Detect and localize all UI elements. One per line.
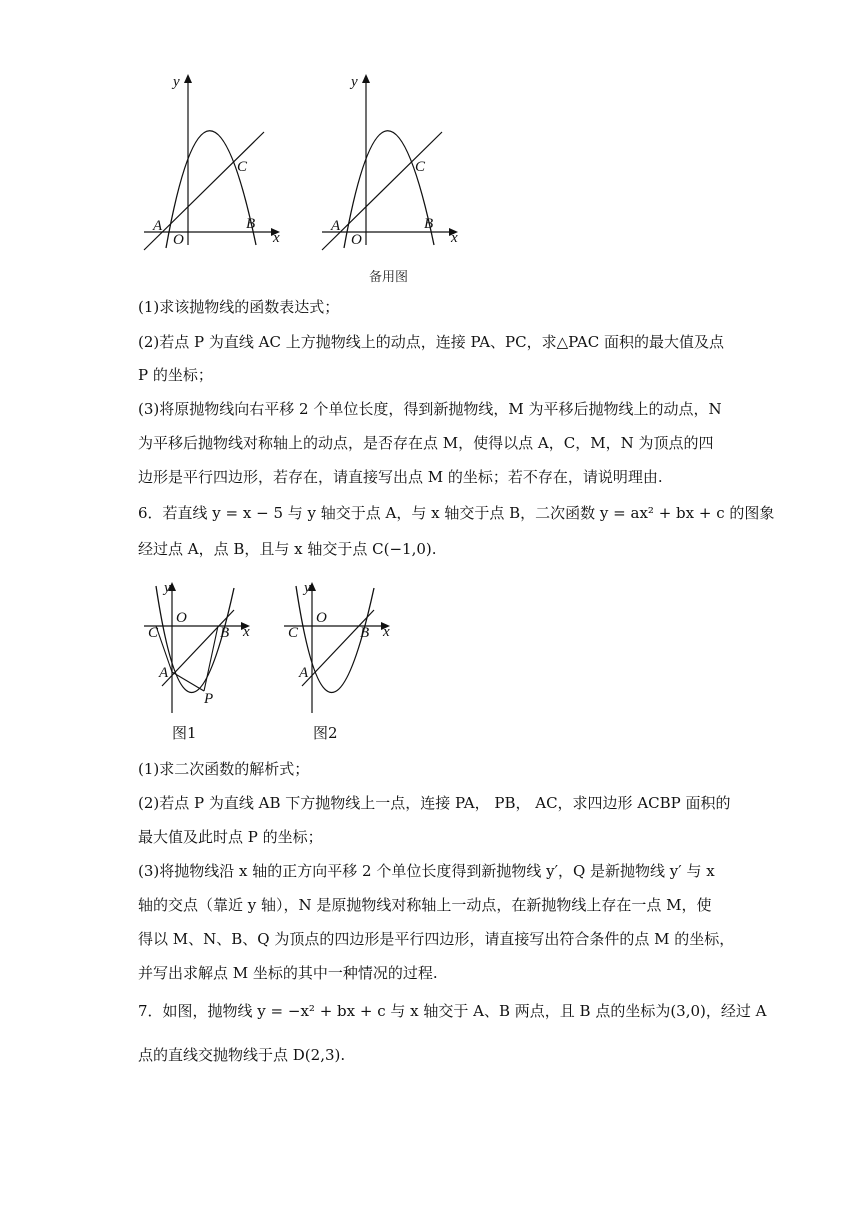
point-c-label: C [415, 159, 426, 175]
point-b-label: B [220, 625, 230, 641]
point-c-label: C [148, 625, 159, 641]
q5-part2-line1: (2)若点 P 为直线 AC 上方抛物线上的动点，连接 PA、PC，求△PAC 面积的最大值及点 [138, 333, 724, 351]
figure1-caption: 图1 [172, 724, 197, 742]
y-axis-label: y [304, 580, 311, 596]
point-b-label: B [424, 216, 434, 232]
top-figure-1 [140, 70, 290, 250]
top-figure-2 [318, 70, 468, 250]
y-axis-label: y [173, 74, 180, 90]
point-a-label: A [153, 218, 163, 234]
x-axis-label: x [273, 230, 280, 246]
origin-label: O [176, 610, 187, 626]
y-axis-label: y [164, 580, 171, 596]
origin-label: O [351, 232, 362, 248]
point-a-label: A [159, 665, 169, 681]
x-axis-label: x [243, 624, 250, 640]
x-axis-label: x [451, 230, 458, 246]
y-axis-label: y [351, 74, 358, 90]
q5-part3-line1: (3)将原抛物线向右平移 2 个单位长度，得到新抛物线，M 为平移后抛物线上的动点，N [138, 400, 722, 418]
q7-stem-line1: 7．如图，抛物线 y = −x² + bx + c 与 x 轴交于 A、B 两点，且 B 点的坐标为(3,0)，经过 A [138, 1002, 767, 1020]
point-a-label: A [331, 218, 341, 234]
figure-caption: 备用图 [369, 270, 409, 285]
q6-stem-line1: 6．若直线 y = x − 5 与 y 轴交于点 A，与 x 轴交于点 B，二次函数 y = ax² + bx + c 的图象 [138, 504, 775, 522]
origin-label: O [173, 232, 184, 248]
q6-part3-line4: 并写出求解点 M 坐标的其中一种情况的过程. [138, 964, 438, 982]
q7-stem-line2: 点的直线交抛物线于点 D(2,3). [138, 1046, 346, 1064]
q5-part1: (1)求该抛物线的函数表达式； [138, 298, 340, 316]
origin-label: O [316, 610, 327, 626]
point-b-label: B [360, 625, 370, 641]
q5-part3-line2: 为平移后抛物线对称轴上的动点，是否存在点 M，使得以点 A，C，M，N 为顶点的四 [138, 434, 714, 452]
q5-part2-line2: P 的坐标； [138, 366, 213, 384]
point-b-label: B [246, 216, 256, 232]
point-a-label: A [299, 665, 309, 681]
q6-stem-line2: 经过点 A，点 B，且与 x 轴交于点 C(−1,0). [138, 540, 437, 558]
point-c-label: C [288, 625, 299, 641]
q6-part3-line3: 得以 M、N、B、Q 为顶点的四边形是平行四边形，请直接写出符合条件的点 M 的坐标， [138, 930, 735, 948]
x-axis-label: x [383, 624, 390, 640]
q6-part2-line1: (2)若点 P 为直线 AB 下方抛物线上一点，连接 PA， PB， AC，求四边形 ACBP 面积的 [138, 794, 731, 812]
q6-figure-2 [280, 578, 400, 723]
q6-part3-line1: (3)将抛物线沿 x 轴的正方向平移 2 个单位长度得到新抛物线 y′，Q 是新抛物线 y′ 与 x [138, 862, 715, 880]
q6-part1: (1)求二次函数的解析式； [138, 760, 310, 778]
point-c-label: C [237, 159, 248, 175]
figure2-caption: 图2 [313, 724, 338, 742]
point-p-label: P [204, 691, 214, 707]
q6-part2-line2: 最大值及此时点 P 的坐标； [138, 828, 323, 846]
q6-part3-line2: 轴的交点（靠近 y 轴），N 是原抛物线对称轴上一动点，在新抛物线上存在一点 M，使 [138, 896, 712, 914]
q5-part3-line3: 边形是平行四边形，若存在，请直接写出点 M 的坐标；若不存在，请说明理由. [138, 468, 663, 486]
q6-figure-1 [140, 578, 260, 723]
